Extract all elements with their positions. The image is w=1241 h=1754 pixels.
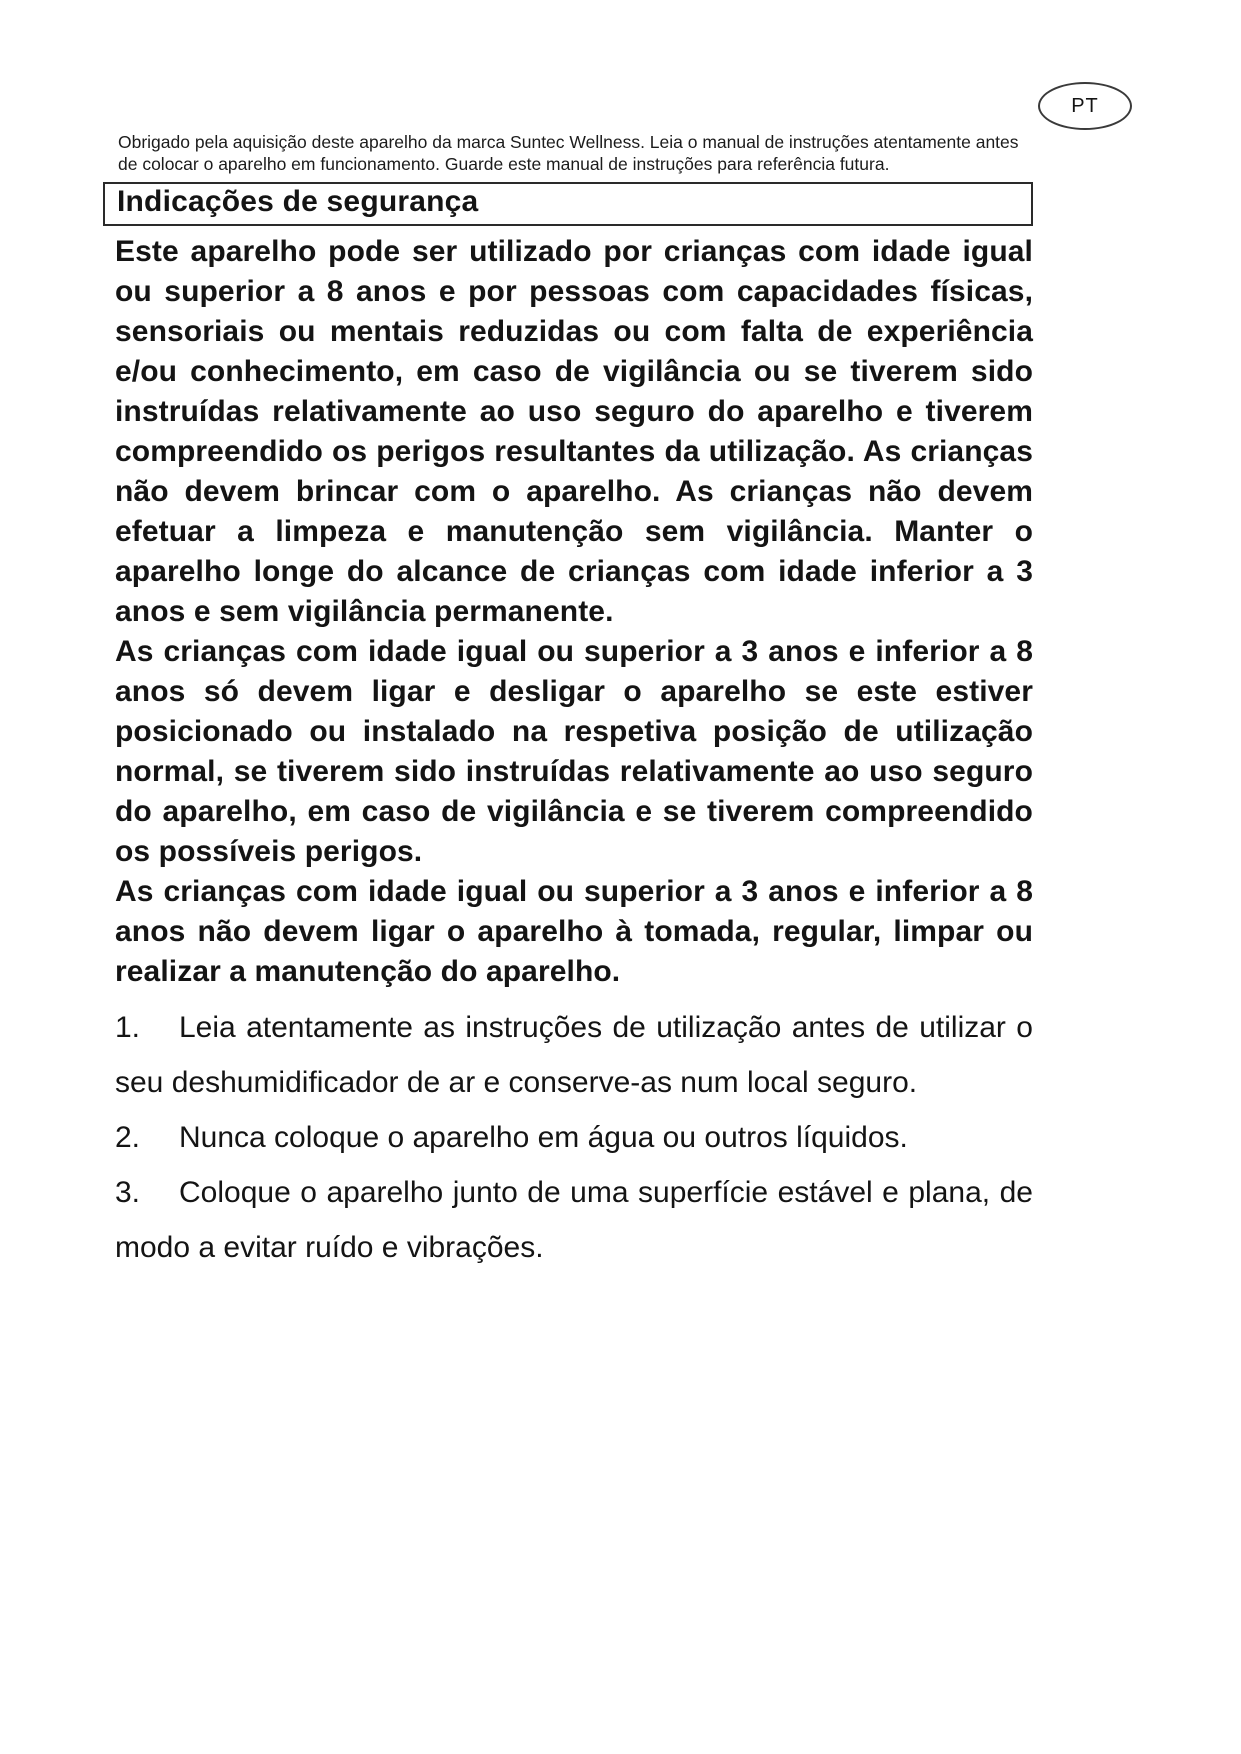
list-item	[115, 1165, 1033, 1275]
list-item-text: Leia atentamente as instruções de utilização antes de utilizar o seu deshumidificador de ar e conserve-as num local seguro.	[115, 1011, 1033, 1099]
numbered-list	[115, 1000, 1033, 1275]
list-item-number: 1.	[115, 1011, 141, 1044]
list-item-text: Nunca coloque o aparelho em água ou outros líquidos.	[179, 1121, 908, 1154]
safety-paragraph: As crianças com idade igual ou superior a 3 anos e inferior a 8 anos não devem ligar o aparelho à tomada, regular, limpar ou realizar a manutenção do aparelho.	[115, 875, 1033, 988]
list-item-number: 3.	[115, 1176, 141, 1209]
page-content	[115, 132, 1033, 1275]
list-item-number: 2.	[115, 1121, 141, 1154]
intro-text: Obrigado pela aquisição deste aparelho da marca Suntec Wellness. Leia o manual de instruções atentamente antes de colocar o aparelho em funcionamento. Guarde este manual de instruções para referência futura.	[118, 132, 1019, 174]
list-item	[115, 1000, 1033, 1110]
list-item	[115, 1110, 1033, 1165]
language-badge: PT	[1038, 82, 1132, 130]
safety-paragraph: As crianças com idade igual ou superior a 3 anos e inferior a 8 anos só devem ligar e desligar o aparelho se este estiver posicionado ou instalado na respetiva posição de utilização normal, se tiverem sido instruídas relativamente ao uso seguro do aparelho, em caso de vigilância e se tiverem compreendido os possíveis perigos.	[115, 635, 1033, 868]
safety-paragraph: Este aparelho pode ser utilizado por crianças com idade igual ou superior a 8 anos e por pessoas com capacidades físicas, sensoriais ou mentais reduzidas ou com falta de experiência e/ou conhecimento, em caso de vigilância ou se tiverem sido instruídas relativamente ao uso seguro do aparelho e tiverem compreendido os perigos resultantes da utilização. As crianças não devem brincar com o aparelho. As crianças não devem efetuar a limpeza e manutenção sem vigilância. Manter o aparelho longe do alcance de crianças com idade inferior a 3 anos e sem vigilância permanente.	[115, 235, 1033, 628]
section-title: Indicações de segurança	[103, 182, 1033, 226]
list-item-text: Coloque o aparelho junto de uma superfície estável e plana, de modo a evitar ruído e vibrações.	[115, 1176, 1033, 1264]
